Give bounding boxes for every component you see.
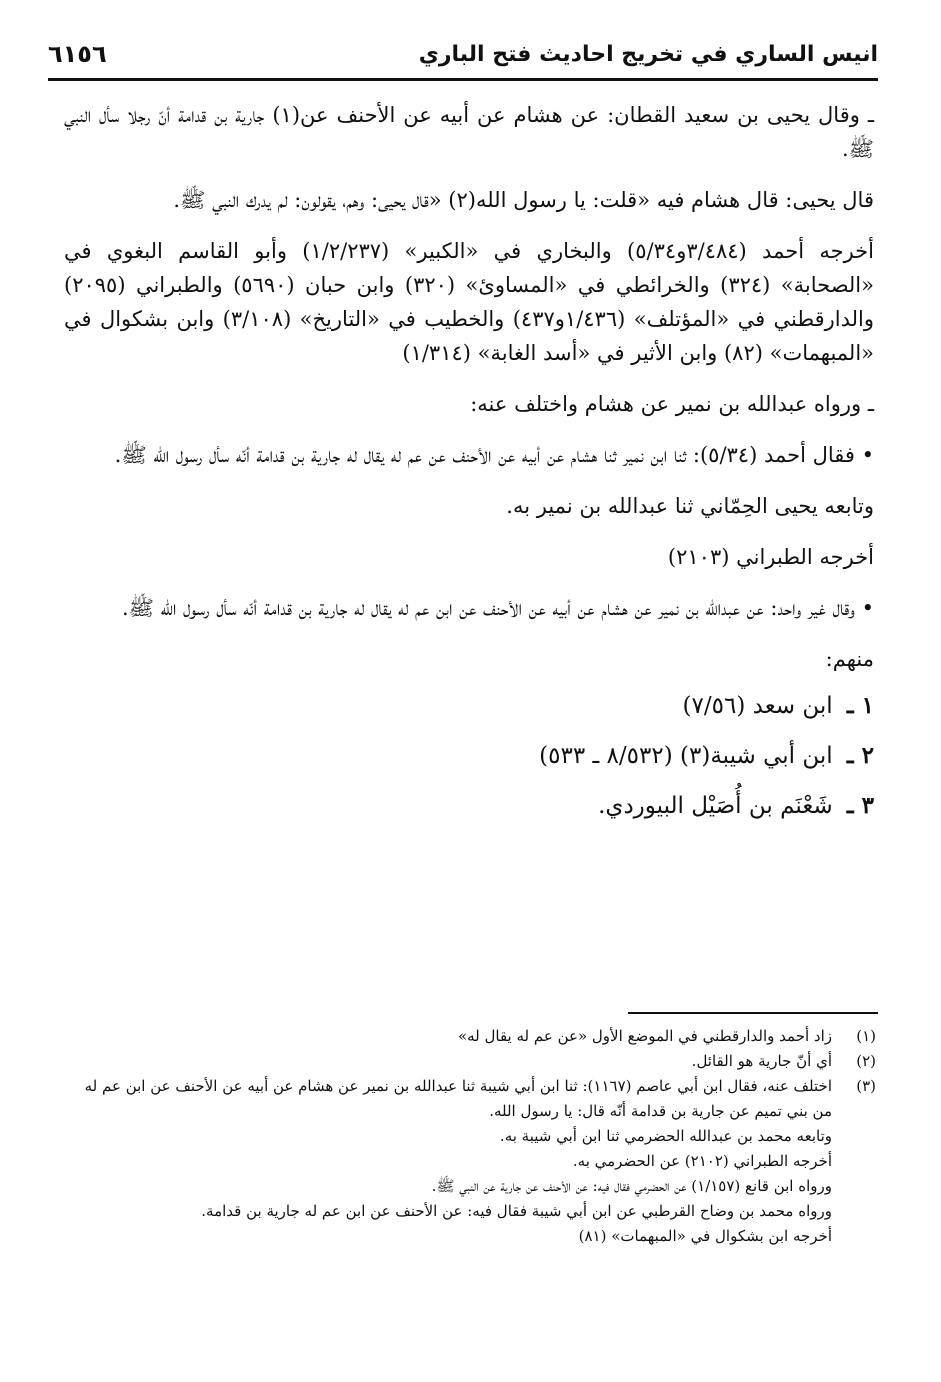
footnote-separator bbox=[628, 1012, 878, 1014]
footnote-line: اختلف عنه، فقال ابن أبي عاصم (١١٦٧): ثنا ابن أبي شيبة ثنا عبدالله بن نمير عن هشام عن أبيه عن الأحنف عن ابن عم له من بني تميم عن جارية بن قدامة أنّه قال: يا رسول الله. bbox=[84, 1077, 832, 1120]
list-text: شَعْنَم بن أُصَيْل البيوردي. bbox=[598, 793, 833, 819]
footnotes bbox=[64, 1024, 876, 1249]
footnote-line: زاد أحمد والدارقطني في الموضع الأول «عن عم له يقال له» bbox=[457, 1027, 832, 1045]
paragraph: ـ وقال يحيى بن سعيد القطان: عن هشام عن أبيه عن الأحنف عن(١) جارية بن قدامة أنّ رجلا سأل النبي ﷺ. bbox=[64, 103, 874, 161]
footnote bbox=[64, 1049, 876, 1074]
footnote-number: (٣) bbox=[856, 1077, 876, 1095]
footnote-line: أخرجه ابن بشكوال في «المبهمات» (٨١) bbox=[578, 1227, 832, 1245]
footnote-line: ورواه محمد بن وضاح القرطبي عن ابن أبي شيبة فقال فيه: عن الأحنف عن ابن عم له جارية بن قدامة. bbox=[201, 1202, 832, 1220]
footnote-number: (٢) bbox=[856, 1052, 876, 1070]
paragraph: أخرجه أحمد (٣/٤٨٤و٥/٣٤) والبخاري في «الكبير» (١/٢/٢٣٧) وأبو القاسم البغوي في «الصحابة» (٣٢٤) والخرائطي في «المساوئ» (٣٢٠) وابن حبان (٥٦٩٠) والطبراني (٢٠٩٥) والدارقطني في «المؤتلف» (١/٤٣٦و٤٣٧) والخطيب في «التاريخ» (٣/١٠٨) وابن بشكوال في «المبهمات» (٨٢) وابن الأثير في «أسد الغابة» (١/٣١٤) bbox=[64, 239, 874, 365]
main-text bbox=[64, 98, 874, 838]
list-item bbox=[64, 688, 874, 724]
list-text: ابن أبي شيبة(٣) (٨/٥٣٢ ـ ٥٣٣) bbox=[539, 743, 833, 769]
list-number: ٢ ـ bbox=[846, 742, 874, 769]
footnote-line: ورواه ابن قانع (١/١٥٧) عن الحضرمي فقال فيه: عن الأحنف عن جارية عن النبي ﷺ. bbox=[431, 1177, 832, 1195]
list-number: ١ ـ bbox=[846, 692, 874, 719]
list-text: ابن سعد (٧/٥٦) bbox=[682, 693, 833, 719]
footnote-line: وتابعه محمد بن عبدالله الحضرمي ثنا ابن أبي شيبة به. bbox=[499, 1127, 832, 1145]
running-header bbox=[48, 38, 878, 81]
paragraph: ـ ورواه عبدالله بن نمير عن هشام واختلف عنه: bbox=[470, 392, 874, 416]
list-item bbox=[64, 738, 874, 774]
footnote-number: (١) bbox=[856, 1027, 876, 1045]
paragraph: • فقال أحمد (٥/٣٤): ثنا ابن نمير ثنا هشام عن أبيه عن الأحنف عن عم له يقال له جارية بن قدامة أنّه سأل رسول الله ﷺ. bbox=[114, 443, 874, 467]
narrators-list bbox=[64, 688, 874, 824]
book-title: انيس الساري في تخريج احاديث فتح الباري bbox=[418, 42, 878, 67]
paragraph: منهم: bbox=[825, 647, 874, 671]
paragraph: • وقال غير واحد: عن عبدالله بن نمير عن هشام عن أبيه عن الأحنف عن ابن عم له يقال له جارية بن قدامة أنّه سأل رسول الله ﷺ. bbox=[121, 596, 874, 620]
footnote bbox=[64, 1024, 876, 1049]
paragraph: وتابعه يحيى الحِمّاني ثنا عبدالله بن نمير به. bbox=[506, 494, 874, 518]
footnote-line: أي أنّ جارية هو القائل. bbox=[691, 1052, 832, 1070]
paragraph: قال يحيى: قال هشام فيه «قلت: يا رسول الله(٢) «قال يحيى: وهم، يقولون: لم يدرك النبي ﷺ. bbox=[173, 188, 874, 212]
page-number: ٦١٥٦ bbox=[48, 40, 107, 68]
list-item bbox=[64, 788, 874, 824]
footnote bbox=[64, 1074, 876, 1249]
footnote-line: أخرجه الطبراني (٢١٠٢) عن الحضرمي به. bbox=[572, 1152, 832, 1170]
list-number: ٣ ـ bbox=[846, 792, 874, 819]
paragraph: أخرجه الطبراني (٢١٠٣) bbox=[667, 545, 874, 569]
